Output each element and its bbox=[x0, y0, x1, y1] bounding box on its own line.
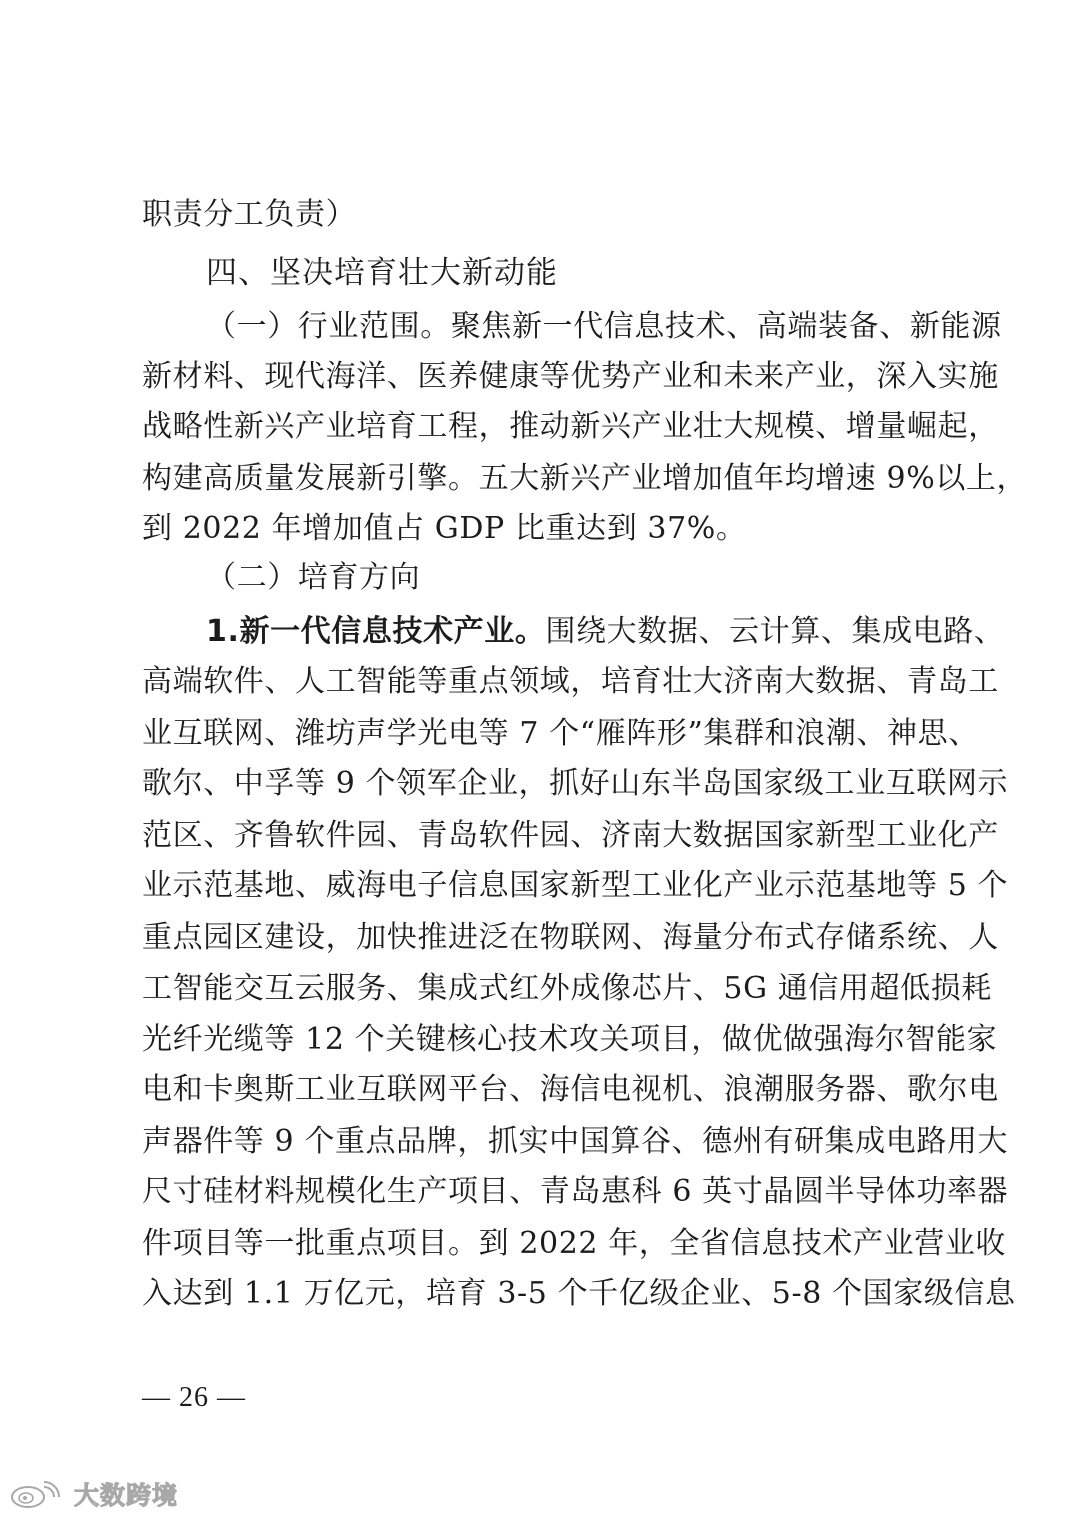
text-line: 职责分工负责） bbox=[142, 197, 357, 232]
text-line: 件项目等一批重点项目。到 2022 年，全省信息技术产业营业收 bbox=[142, 1226, 1007, 1261]
text-line: 业互联网、潍坊声学光电等 7 个“雁阵形”集群和浪潮、神思、 bbox=[142, 716, 979, 751]
text-line: 电和卡奥斯工业互联网平台、海信电视机、浪潮服务器、歌尔电 bbox=[142, 1072, 999, 1107]
text-line: 到 2022 年增加值占 GDP 比重达到 37%。 bbox=[142, 511, 747, 546]
text-line: 范区、齐鲁软件园、青岛软件园、济南大数据国家新型工业化产 bbox=[142, 818, 999, 853]
paragraph-text: 围绕大数据、云计算、集成电路、 bbox=[545, 614, 1005, 649]
paragraph-lead: 1.新一代信息技术产业。 bbox=[206, 614, 546, 649]
text-line: 构建高质量发展新引擎。五大新兴产业增加值年均增速 9%以上， bbox=[142, 461, 1028, 496]
text-line: 入达到 1.1 万亿元，培育 3-5 个千亿级企业、5-8 个国家级信息 bbox=[142, 1276, 1016, 1311]
text-line: 新材料、现代海洋、医养健康等优势产业和未来产业，深入实施 bbox=[142, 359, 999, 394]
text-line bbox=[206, 612, 1004, 652]
text-line: 光纤光缆等 12 个关键核心技术攻关项目，做优做强海尔智能家 bbox=[142, 1022, 998, 1057]
text-line: 重点园区建设，加快推进泛在物联网、海量分布式存储系统、人 bbox=[142, 920, 999, 955]
text-line: 歌尔、中孚等 9 个领军企业，抓好山东半岛国家级工业互联网示 bbox=[142, 766, 1009, 801]
text-line: （一）行业范围。聚焦新一代信息技术、高端装备、新能源 bbox=[206, 309, 1002, 344]
text-line: 工智能交互云服务、集成式红外成像芯片、5G 通信用超低损耗 bbox=[142, 971, 992, 1006]
text-line: 尺寸硅材料规模化生产项目、青岛惠科 6 英寸晶圆半导体功率器 bbox=[142, 1174, 1009, 1209]
text-line: 战略性新兴产业培育工程，推动新兴产业壮大规模、增量崛起， bbox=[142, 409, 999, 444]
section-heading: 四、坚决培育壮大新动能 bbox=[206, 255, 558, 291]
watermark bbox=[8, 1476, 178, 1512]
subsection-heading: （二）培育方向 bbox=[206, 560, 421, 595]
watermark-text: 大数跨境 bbox=[74, 1481, 179, 1510]
page-number: — 26 — bbox=[142, 1382, 246, 1413]
weibo-logo-icon bbox=[8, 1479, 66, 1509]
text-line: 业示范基地、威海电子信息国家新型工业化产业示范基地等 5 个 bbox=[142, 868, 1009, 903]
text-line: 声器件等 9 个重点品牌，抓实中国算谷、德州有研集成电路用大 bbox=[142, 1124, 1009, 1159]
text-line: 高端软件、人工智能等重点领域，培育壮大济南大数据、青岛工 bbox=[142, 664, 999, 699]
